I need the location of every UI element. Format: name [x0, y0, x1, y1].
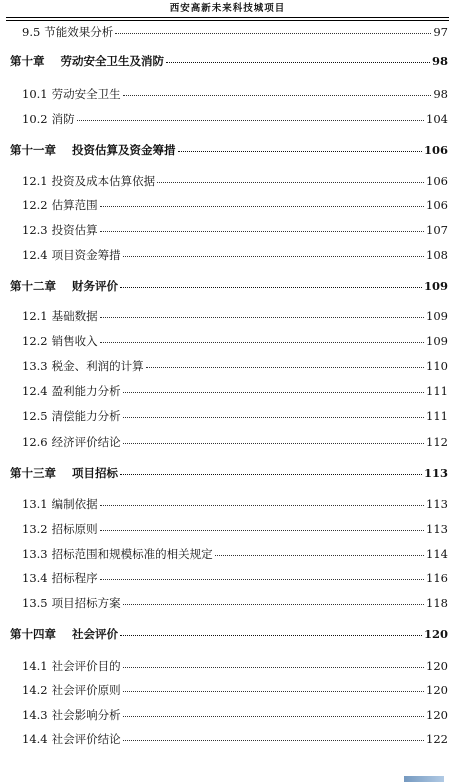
toc-entry-title: 项目招标方案	[51, 596, 121, 610]
toc-entry-number: 14.1	[22, 659, 48, 673]
toc-dot-leader	[123, 604, 424, 605]
toc-entry-title: 财务评价	[72, 279, 118, 293]
toc-dot-leader	[100, 317, 424, 318]
toc-dot-leader	[157, 182, 424, 183]
toc-entry-number: 13.1	[22, 497, 48, 511]
toc-entry-title: 劳动安全卫生及消防	[60, 54, 164, 68]
toc-page-number: 104	[426, 112, 448, 126]
toc-entry-title: 劳动安全卫生	[51, 87, 121, 101]
toc-page-number: 122	[426, 732, 448, 746]
toc-dot-leader	[115, 33, 431, 34]
toc-entry-number: 12.2	[22, 198, 48, 212]
toc-dot-leader	[178, 151, 422, 152]
toc-section-entry[interactable]	[22, 731, 448, 747]
toc-page-number: 98	[431, 54, 448, 68]
toc-dot-leader	[146, 367, 424, 368]
toc-page-number: 110	[426, 359, 448, 373]
toc-section-entry[interactable]	[22, 86, 448, 102]
toc-entry-number: 12.2	[22, 334, 48, 348]
toc-entry-title: 项目资金筹措	[51, 248, 121, 262]
toc-section-entry[interactable]	[22, 308, 448, 324]
toc-section-entry[interactable]	[22, 521, 448, 537]
toc-entry-number: 13.3	[22, 547, 48, 561]
toc-dot-leader	[166, 62, 430, 63]
toc-section-entry[interactable]	[22, 24, 448, 40]
toc-dot-leader	[123, 95, 432, 96]
toc-dot-leader	[120, 287, 422, 288]
toc-chapter-entry[interactable]	[10, 142, 448, 158]
toc-entry-number: 12.6	[22, 435, 48, 449]
toc-dot-leader	[123, 667, 424, 668]
toc-page-number: 113	[423, 466, 448, 480]
page-header	[0, 0, 455, 22]
toc-entry-title: 社会评价结论	[51, 732, 121, 746]
toc-section-entry[interactable]	[22, 222, 448, 238]
toc-page-number: 113	[426, 497, 448, 511]
toc-page-number: 118	[426, 596, 448, 610]
toc-entry-title: 编制依据	[51, 497, 98, 511]
toc-entry-title: 招标程序	[51, 571, 98, 585]
toc-dot-leader	[123, 740, 424, 741]
toc-entry-title: 招标范围和规模标准的相关规定	[51, 547, 213, 561]
toc-page-number: 111	[426, 409, 448, 423]
toc-entry-number: 12.4	[22, 248, 48, 262]
toc-section-entry[interactable]	[22, 111, 448, 127]
toc-page-number: 109	[423, 279, 448, 293]
toc-chapter-entry[interactable]	[10, 278, 448, 294]
toc-section-entry[interactable]	[22, 173, 448, 189]
toc-page-number: 116	[426, 571, 448, 585]
toc-entry-number: 14.3	[22, 708, 48, 722]
toc-entry-number: 13.5	[22, 596, 48, 610]
toc-page-number: 98	[433, 87, 448, 101]
toc-dot-leader	[123, 256, 424, 257]
toc-entry-number: 第十二章	[10, 279, 56, 293]
toc-entry-number: 第十三章	[10, 466, 56, 480]
toc-entry-title: 社会评价原则	[51, 683, 121, 697]
toc-section-entry[interactable]	[22, 595, 448, 611]
toc-dot-leader	[100, 530, 424, 531]
toc-entry-title: 销售收入	[51, 334, 98, 348]
toc-entry-title: 节能效果分析	[44, 25, 114, 39]
toc-page-number: 112	[426, 435, 448, 449]
toc-section-entry[interactable]	[22, 434, 448, 450]
toc-section-entry[interactable]	[22, 658, 448, 674]
toc-dot-leader	[100, 231, 424, 232]
toc-dot-leader	[100, 342, 424, 343]
toc-entry-title: 基础数据	[51, 309, 98, 323]
toc-dot-leader	[123, 392, 424, 393]
toc-entry-number: 13.3	[22, 359, 48, 373]
toc-page-number: 111	[426, 384, 448, 398]
toc-entry-number: 14.4	[22, 732, 48, 746]
toc-page-number: 113	[426, 522, 448, 536]
toc-dot-leader	[120, 635, 422, 636]
toc-page-number: 108	[426, 248, 448, 262]
toc-entry-title: 税金、利润的计算	[51, 359, 144, 373]
toc-section-entry[interactable]	[22, 496, 448, 512]
toc-entry-title: 经济评价结论	[51, 435, 121, 449]
toc-chapter-entry[interactable]	[10, 465, 448, 481]
toc-dot-leader	[120, 474, 422, 475]
toc-entry-title: 投资估算	[51, 223, 98, 237]
toc-page-number: 120	[423, 627, 448, 641]
toc-section-entry[interactable]	[22, 570, 448, 586]
toc-page-number: 114	[426, 547, 448, 561]
toc-entry-number: 第十章	[10, 54, 45, 68]
toc-chapter-entry[interactable]	[10, 53, 448, 69]
toc-entry-number: 第十四章	[10, 627, 56, 641]
toc-section-entry[interactable]	[22, 707, 448, 723]
toc-entry-number: 12.1	[22, 174, 48, 188]
toc-section-entry[interactable]	[22, 333, 448, 349]
toc-dot-leader	[123, 716, 424, 717]
toc-entry-title: 投资及成本估算依据	[51, 174, 156, 188]
toc-dot-leader	[100, 505, 424, 506]
toc-chapter-entry[interactable]	[10, 626, 448, 642]
toc-entry-title: 盈利能力分析	[51, 384, 121, 398]
toc-section-entry[interactable]	[22, 408, 448, 424]
toc-entry-title: 社会评价	[72, 627, 118, 641]
toc-page-number: 109	[426, 309, 448, 323]
toc-entry-title: 社会影响分析	[51, 708, 121, 722]
toc-dot-leader	[100, 206, 424, 207]
toc-section-entry[interactable]	[22, 358, 448, 374]
toc-entry-title: 清偿能力分析	[51, 409, 121, 423]
footer-logo	[404, 776, 444, 782]
toc-entry-number: 9.5	[22, 25, 41, 39]
toc-section-entry[interactable]	[22, 383, 448, 399]
toc-page-number: 97	[433, 25, 448, 39]
toc-entry-number: 10.1	[22, 87, 48, 101]
toc-dot-leader	[123, 691, 424, 692]
toc-entry-title: 估算范围	[51, 198, 98, 212]
toc-entry-number: 12.5	[22, 409, 48, 423]
toc-dot-leader	[215, 555, 424, 556]
toc-page-number: 120	[426, 683, 448, 697]
toc-entry-title: 项目招标	[72, 466, 118, 480]
toc-entry-number: 14.2	[22, 683, 48, 697]
toc-page-number: 106	[426, 198, 448, 212]
toc-page-number: 109	[426, 334, 448, 348]
toc-entry-number: 13.2	[22, 522, 48, 536]
toc-entry-title: 消防	[51, 112, 75, 126]
toc-dot-leader	[123, 417, 424, 418]
toc-section-entry[interactable]	[22, 546, 448, 562]
toc-entry-number: 第十一章	[10, 143, 56, 157]
toc-entry-number: 12.4	[22, 384, 48, 398]
toc-page-number: 120	[426, 708, 448, 722]
toc-page-number: 106	[423, 143, 448, 157]
toc-section-entry[interactable]	[22, 197, 448, 213]
toc-entry-title: 社会评价目的	[51, 659, 121, 673]
toc-dot-leader	[123, 443, 424, 444]
toc-entry-title: 投资估算及资金筹措	[72, 143, 176, 157]
header-rule	[6, 17, 449, 18]
toc-section-entry[interactable]	[22, 682, 448, 698]
toc-section-entry[interactable]	[22, 247, 448, 263]
toc-dot-leader	[77, 120, 424, 121]
toc-page-number: 107	[426, 223, 448, 237]
toc-entry-number: 13.4	[22, 571, 48, 585]
toc-page-number: 120	[426, 659, 448, 673]
header-title: 西安高新未来科技城项目	[169, 3, 286, 14]
toc-page-number: 106	[426, 174, 448, 188]
toc-entry-number: 10.2	[22, 112, 48, 126]
toc-entry-number: 12.3	[22, 223, 48, 237]
toc-dot-leader	[100, 579, 424, 580]
header-rule-thin	[6, 20, 449, 21]
toc-entry-title: 招标原则	[51, 522, 98, 536]
toc-entry-number: 12.1	[22, 309, 48, 323]
